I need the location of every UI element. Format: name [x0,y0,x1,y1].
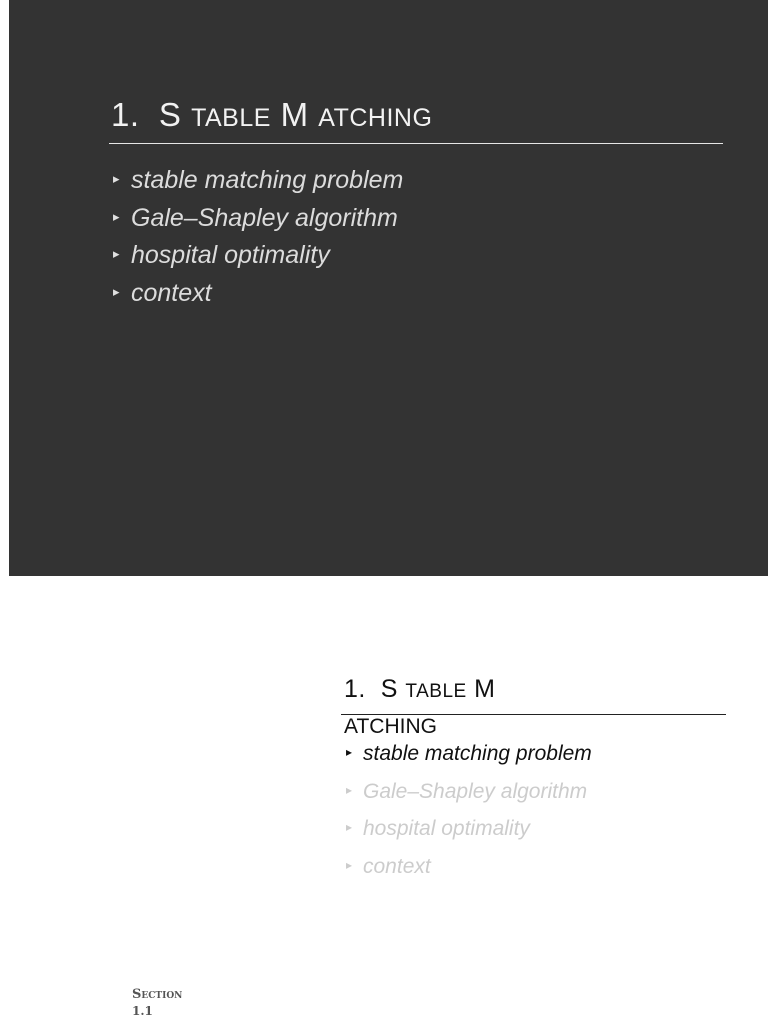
light-topic-item-active: ▸ stable matching problem [346,734,592,772]
dark-topic-item: ▸ stable matching problem [113,160,403,198]
section-label [132,987,182,1019]
dark-title-rule [109,143,723,144]
light-slide-title: 1. S TABLE M [344,675,496,703]
bullet-triangle-icon: ▸ [113,171,120,186]
light-topic-list [346,734,592,884]
dark-topic-item: ▸ hospital optimality [113,235,403,273]
light-topic-item-dim: ▸ hospital optimality [346,809,592,847]
dark-slide-title: 1. S TABLE M ATCHING [111,96,433,133]
light-topic-item-dim: ▸ context [346,847,592,885]
bullet-triangle-icon: ▸ [113,246,120,262]
bullet-triangle-icon: ▸ [346,782,353,797]
section-number: 1.1 [132,1004,153,1018]
bullet-triangle-icon: ▸ [346,857,353,872]
bullet-triangle-icon: ▸ [346,745,353,759]
bullet-triangle-icon: ▸ [346,820,353,834]
bullet-triangle-icon: ▸ [113,208,120,224]
light-topic-item-dim: ▸ Gale–Shapley algorithm [346,772,592,810]
section-label-text: Section [132,987,183,1002]
dark-topic-item: ▸ context [113,273,403,311]
bullet-triangle-icon: ▸ [113,284,120,300]
dark-topic-item: ▸ Gale–Shapley algorithm [113,198,403,236]
dark-topic-list [113,160,403,311]
light-title-wrapped-text: ATCHING [344,715,437,738]
